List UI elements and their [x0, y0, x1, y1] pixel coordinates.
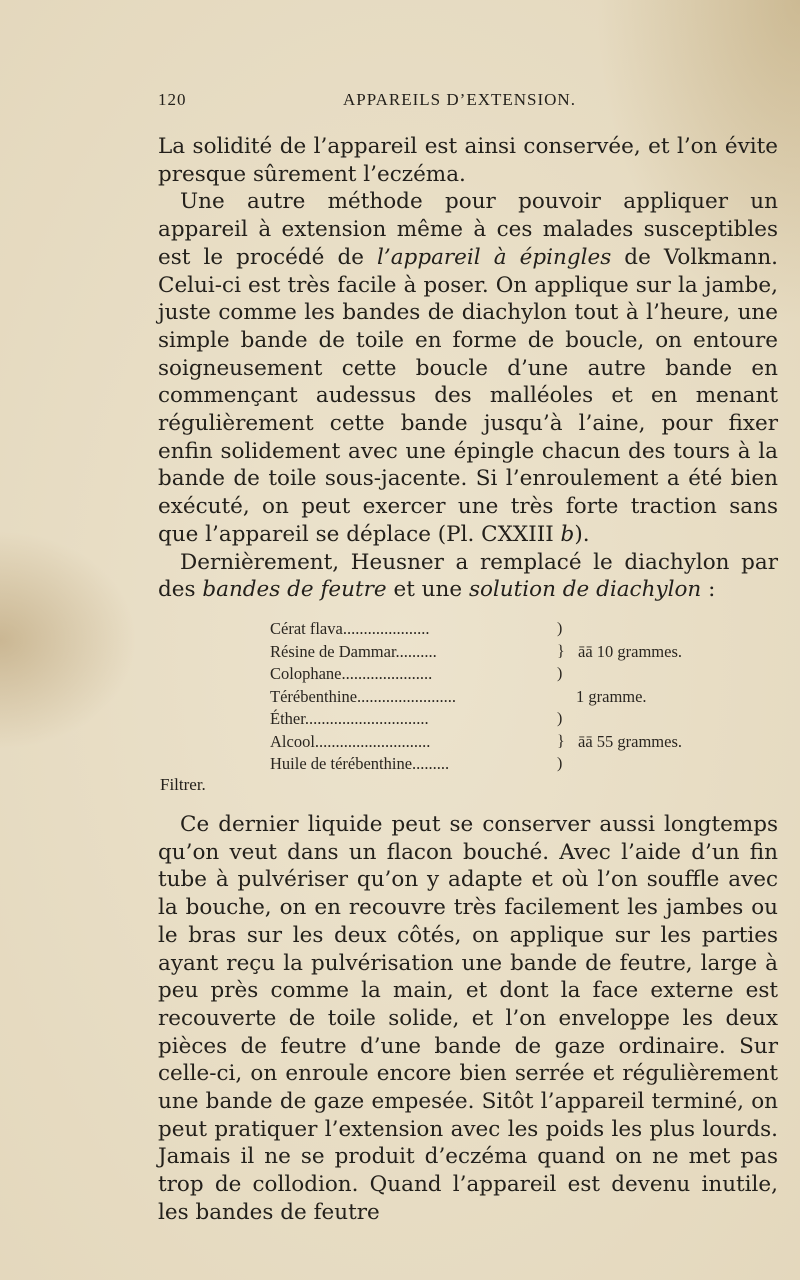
paragraph-3-text-a: Dernièrement, Heusner a remplacé le diachylon par des: [158, 549, 778, 603]
paragraph-3-text-c: et une: [386, 577, 469, 603]
recipe-ingredient: Colophane......................: [270, 664, 433, 683]
recipe-formula: [270, 618, 750, 776]
brace-mark: ): [557, 665, 563, 682]
recipe-ingredient: Térébenthine........................: [270, 686, 457, 706]
recipe-ingredient: Cérat flava.....................: [270, 619, 430, 638]
recipe-single: [270, 686, 750, 709]
main-text-bottom: [158, 811, 778, 1227]
paragraph-2-italic-appareil: l’appareil à épingles: [377, 244, 612, 270]
paragraph-3-italic-solution: solution de diachylon: [468, 577, 702, 603]
page-number: 120: [158, 90, 187, 109]
recipe-ingredient: Huile de térébenthine.........: [270, 754, 450, 773]
recipe-group-2: [270, 708, 750, 776]
recipe-instruction: Filtrer.: [160, 775, 206, 794]
paragraph-2-text-a: Une autre méthode pour pouvoir appliquer un appareil à extension même à ces malades susceptibles est le procédé de: [158, 189, 778, 270]
brace-mark: }: [557, 732, 565, 750]
brace-mark: ): [557, 620, 563, 637]
brace-mark: }: [557, 642, 565, 660]
paragraph-2-italic-b: b: [560, 521, 575, 547]
recipe-ingredient: Résine de Dammar..........: [270, 641, 437, 661]
recipe-dose: āā 10 grammes.: [578, 641, 683, 661]
paragraph-3: [158, 549, 778, 604]
recipe-group-1: [270, 618, 750, 686]
brace-mark: ): [557, 710, 563, 727]
paragraph-2: [158, 188, 778, 548]
paragraph-2-text-e: ).: [574, 521, 590, 547]
main-text-top: [158, 133, 778, 604]
running-title: APPAREILS D’EXTENSION.: [343, 90, 576, 109]
paragraph-2-text-c: de Volkmann. Celui-ci est très facile à poser. On applique sur la jambe, juste comme les bandes de diachylon tout à l’heure, une simple bande de toile en forme de boucle, on entoure soigneusement cette boucle d’une autre bande en commençant audessus des malléoles et en menant régulièrement cette bande jusqu’à l’aine, pour fixer enfin solidement avec une épingle chacun des tours à la bande de toile sous-jacente. Si l’enroulement a été bien exécuté, on peut exercer une très forte traction sans que l’appareil se déplace (Pl. CXXIII: [158, 244, 779, 547]
paragraph-3-italic-feutre: bandes de feutre: [202, 577, 387, 603]
paragraph-1: La solidité de l’appareil est ainsi conservée, et l’on évite presque sûrement l’eczéma.: [158, 134, 778, 187]
paragraph-3-text-e: :: [701, 577, 716, 603]
recipe-ingredient: Alcool............................: [270, 731, 431, 751]
paragraph-4: Ce dernier liquide peut se conserver aussi longtemps qu’on veut dans un flacon bouché. Avec l’aide d’un fin tube à pulvériser qu’on y adapte et où l’on souffle avec la bouche, on en recouvre très facilement les jambes ou le bras sur les deux côtés, on applique sur les parties ayant reçu la pulvérisation une bande de feutre, large à peu près comme la main, et dont la face externe est recouverte de toile solide, et l’on enveloppe les deux pièces de feutre d’une bande de gaze ordinaire. Sur celle-ci, on enroule encore bien serrée et régulièrement une bande de gaze empesée. Sitôt l’appareil terminé, on peut pratiquer l’extension avec les poids les plus lourds. Jamais il ne se produit d’eczéma quand on ne met pas trop de collodion. Quand l’appareil est devenu inutile, les bandes de feutre: [158, 812, 778, 1225]
recipe-dose: āā 55 grammes.: [578, 731, 683, 751]
brace-mark: ): [557, 755, 563, 772]
recipe-dose: 1 gramme.: [576, 686, 647, 706]
running-header: [158, 90, 778, 116]
recipe-ingredient: Éther..............................: [270, 709, 429, 728]
